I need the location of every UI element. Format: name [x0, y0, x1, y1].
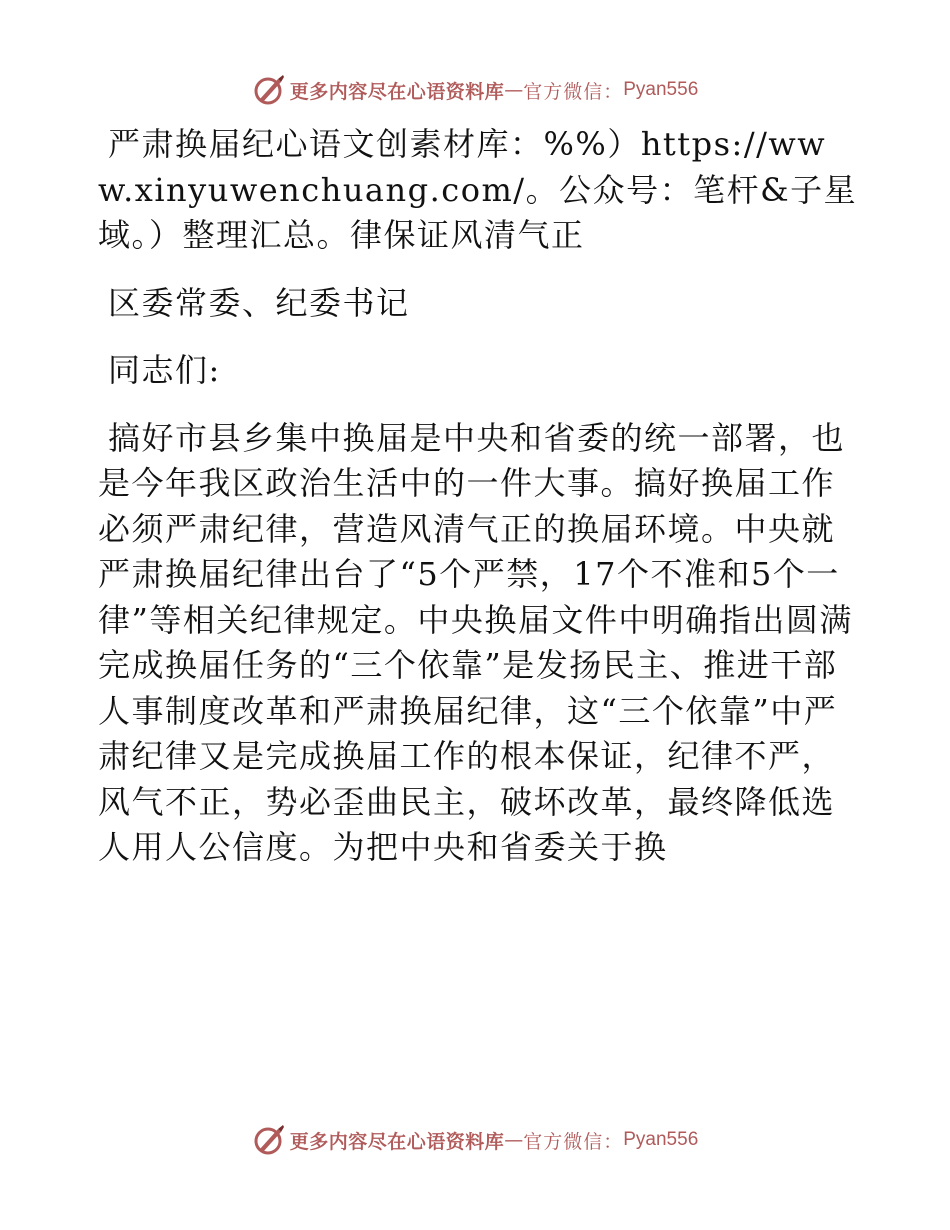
watermark-wechat-label: 官方微信：: [523, 1130, 624, 1153]
quill-pen-logo-icon: [252, 73, 286, 107]
watermark-wechat-id: Pyan556: [623, 1129, 699, 1150]
header-watermark-banner: [0, 70, 950, 110]
watermark-wechat-id: Pyan556: [623, 79, 699, 100]
speaker-title: 区委常委、纪委书记: [108, 283, 410, 322]
watermark-brand-text: 更多内容尽在心语资料库: [289, 1130, 505, 1153]
watermark-dash: —: [504, 1129, 524, 1151]
footer-watermark-banner: [0, 1120, 950, 1160]
salutation: 同志们:: [108, 351, 221, 389]
watermark-dash: —: [504, 79, 524, 101]
document-body: [98, 122, 858, 893]
document-header-line: 严肃换届纪心语文创素材库：%%）https://www.xinyuwenchuang.com/。公众号：笔杆&子星域。）整理汇总。律保证风清气正: [98, 125, 858, 254]
body-paragraph: 搞好市县乡集中换届是中央和省委的统一部署，也是今年我区政治生活中的一件大事。搞好换届工作必须严肃纪律，营造风清气正的换届环境。中央就严肃换届纪律出台了“5个严禁，17个不准和5个一律”等相关纪律规定。中央换届文件中明确指出圆满完成换届任务的“三个依靠”是发扬民主、推进干部人事制度改革和严肃换届纪律，这“三个依靠”中严肃纪律又是完成换届工作的根本保证，纪律不严，风气不正，势必歪曲民主，破坏改革，最终降低选人用人公信度。为把中央和省委关于换: [98, 418, 853, 866]
watermark-brand-text: 更多内容尽在心语资料库: [289, 80, 505, 103]
watermark-wechat-label: 官方微信：: [523, 80, 624, 103]
quill-pen-logo-icon: [252, 1123, 286, 1157]
